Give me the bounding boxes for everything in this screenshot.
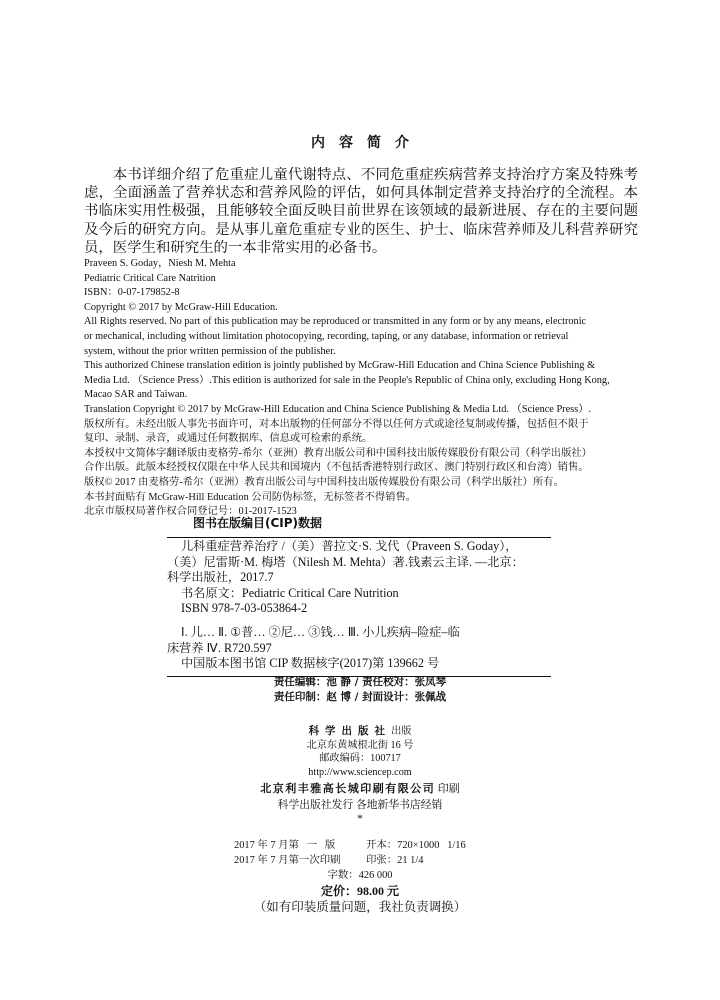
authorization-line: Media Ltd. （Science Press）.This edition is authorized for sale in the People's Republic of China only, excluding Hong Kong, bbox=[84, 374, 610, 386]
publisher-info bbox=[0, 725, 720, 824]
cip-line: ISBN 978-7-03-053864-2 bbox=[181, 601, 308, 616]
authorization-line: Macao SAR and Taiwan. bbox=[84, 389, 188, 401]
credits-line: 责任编辑：池 静 / 责任校对：张凤琴 bbox=[273, 676, 447, 688]
editorial-credits bbox=[0, 675, 720, 705]
price: 定价：98.00 元 bbox=[320, 884, 399, 898]
authors-line: Praveen S. Goday，Niesh M. Mehta bbox=[84, 258, 236, 269]
copyright-notice bbox=[84, 257, 644, 520]
cip-line: 床营养 Ⅳ. R720.597 bbox=[167, 640, 272, 655]
cip-line: 儿科重症营养治疗 /（美）普拉文·S. 戈代（Praveen S. Goday）， bbox=[181, 539, 518, 553]
separator-star: * bbox=[357, 811, 363, 825]
cip-line: 科学出版社，2017.7 bbox=[167, 570, 274, 585]
printer-name: 北京利丰雅高长城印刷有限公司 bbox=[260, 782, 436, 795]
print-sheets: 印张：21 1/4 bbox=[366, 855, 424, 866]
publisher-postcode: 邮政编码：100717 bbox=[319, 753, 401, 764]
anti-counterfeit-line: 本书封面贴有 McGraw-Hill Education 公司防伪标签，无标签者不得销售。 bbox=[84, 491, 417, 503]
copyright-line: Copyright © 2017 by McGraw-Hill Education. bbox=[84, 301, 278, 313]
synopsis-paragraph: 本书详细介绍了危重症儿童代谢特点、不同危重症疾病营养支持治疗方案及特殊考虑，全面涵盖了营养状态和营养风险的评估，如何具体制定营养支持治疗的全流程。本书临床实用性极强，且能够较全面反映目前世界在该领域的最新进展、存在的主要问题及今后的研究方向。是从事儿童危重症专业的医生、护士、临床营养师及儿科营养研究员，医学生和研究生的一本非常实用的必备书。 bbox=[84, 167, 638, 256]
translation-copyright-line: Translation Copyright © 2017 by McGraw-Hill Education and China Science Publishing & Media Ltd. （Science Press）. bbox=[84, 403, 592, 415]
synopsis bbox=[84, 166, 638, 257]
chinese-authorization-line: 合作出版。此版本经授权仅限在中华人民共和国境内（不包括香港特别行政区、澳门特别行政区和台湾）销售。 bbox=[84, 462, 589, 474]
quality-note: （如有印装质量问题，我社负责调换） bbox=[253, 900, 467, 914]
rights-line: All Rights reserved. No part of this publication may be reproduced or transmitted in any form or by any means, electronic bbox=[84, 316, 587, 328]
cip-line: Ⅰ. 儿… Ⅱ. ①普… ②尼… ③钱… Ⅲ. 小儿疾病–险症–临 bbox=[181, 624, 460, 639]
chinese-rights-line: 复印、录制、录音，或通过任何数据库、信息或可检索的系统。 bbox=[84, 433, 373, 445]
press-name: 科学出版社 bbox=[308, 725, 392, 737]
chinese-copyright-line: 版权© 2017 由麦格劳-希尔（亚洲）教育出版公司与中国科技出版传媒股份有限公司（科学出版社）所有。 bbox=[84, 476, 564, 488]
original-isbn-line: ISBN：0-07-179852-8 bbox=[84, 287, 180, 299]
chinese-authorization-line: 本授权中文简体字翻译版由麦格劳-希尔（亚洲）教育出版公司和中国科技出版传媒股份有限公司（科学出版社） bbox=[84, 447, 592, 459]
registration-number-line: 北京市版权局著作权合同登记号：01-2017-1523 bbox=[84, 506, 297, 518]
rights-line: system, without the prior written permission of the publisher. bbox=[84, 345, 336, 357]
credits-line: 责任印制：赵 博 / 封面设计：张佩战 bbox=[273, 691, 447, 703]
book-format: 开本：720×1000 1/16 bbox=[366, 840, 466, 851]
authorization-line: This authorized Chinese translation edition is jointly published by McGraw-Hill Education and China Science Publishing & bbox=[84, 360, 596, 372]
edition-info bbox=[0, 838, 720, 916]
cip-line: 中国版本图书馆 CIP 数据核字(2017)第 139662 号 bbox=[181, 656, 440, 671]
rights-line: or mechanical, including without limitation photocopying, recording, taping, or any database, information or retrieval bbox=[84, 330, 569, 342]
cip-spacer bbox=[167, 617, 551, 625]
original-title-line: Pediatric Critical Care Natrition bbox=[84, 272, 216, 284]
chinese-rights-line: 版权所有。未经出版人事先书面许可，对本出版物的任何部分不得以任何方式或途径复制或传播，包括但不限于 bbox=[84, 418, 589, 430]
distribution-line: 科学出版社发行 各地新华书店经销 bbox=[277, 798, 443, 811]
page-title: 内容简介 bbox=[311, 135, 423, 151]
print-date: 2017 年 7 月第一次印刷 bbox=[234, 855, 341, 866]
cip-line: （美）尼雷斯·M. 梅塔（Nilesh M. Mehta）著.钱素云主译. —北京： bbox=[167, 554, 524, 569]
word-count: 字数：426 000 bbox=[327, 870, 393, 881]
cip-data-box bbox=[167, 537, 551, 677]
press-suffix: 出版 bbox=[391, 726, 412, 737]
edition-date: 2017 年 7 月第 一 版 bbox=[234, 840, 336, 851]
publisher-website[interactable]: http://www.sciencep.com bbox=[308, 766, 412, 778]
printer-suffix: 印刷 bbox=[437, 783, 460, 795]
cip-heading: 图书在版编目(CIP)数据 bbox=[193, 516, 323, 530]
cip-line: 书名原文：Pediatric Critical Care Nutrition bbox=[181, 585, 399, 600]
publisher-address: 北京东黄城根北街 16 号 bbox=[306, 739, 414, 751]
